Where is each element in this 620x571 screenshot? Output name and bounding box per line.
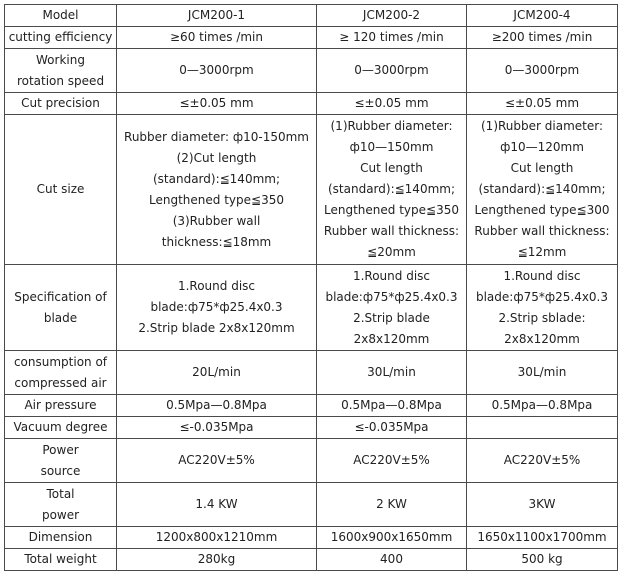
text-line: thickness:≦18mm bbox=[161, 234, 272, 249]
label-line: power bbox=[41, 507, 80, 522]
cell-value: ≤±0.05 mm bbox=[467, 93, 618, 115]
text-line: 1.Round disc bbox=[503, 268, 581, 283]
table-row bbox=[5, 27, 618, 49]
cell-value: 1200x800x1210mm bbox=[117, 527, 317, 549]
row-label-vacuum-degree: Vacuum degree bbox=[5, 417, 117, 439]
text-line: (standard):≦140mm; bbox=[327, 182, 455, 196]
row-label-cutting-efficiency: cutting efficiency bbox=[5, 27, 117, 49]
text-line: ф10—120mm bbox=[500, 140, 584, 154]
row-label-cut-precision: Cut precision bbox=[5, 93, 117, 115]
text-line: (1)Rubber diameter: bbox=[330, 119, 453, 133]
cell-value: 1600x900x1650mm bbox=[317, 527, 467, 549]
text-line: Lengthened type≦350 bbox=[324, 203, 459, 217]
text-line: blade:ф75*ф25.4ⅹ0.3 bbox=[150, 300, 283, 314]
label-line: Specification of bbox=[14, 289, 107, 304]
model-jcm200-4: JCM200-4 bbox=[467, 5, 618, 27]
cell-value bbox=[467, 115, 618, 265]
cell-value: 280kg bbox=[117, 549, 317, 571]
cell-value: 20L/min bbox=[117, 351, 317, 395]
text-line: ≦20mm bbox=[367, 245, 416, 259]
cell-value: AC220V±5% bbox=[317, 439, 467, 483]
text-line: (1)Rubber diameter: bbox=[481, 119, 603, 133]
label-line: consumption of bbox=[13, 354, 108, 369]
cell-value bbox=[317, 265, 467, 351]
label-line: Total bbox=[46, 486, 75, 501]
cell-value: 0—3000rpm bbox=[467, 49, 618, 93]
cell-value: AC220V±5% bbox=[467, 439, 618, 483]
label-line: Power bbox=[42, 442, 79, 457]
cell-value: ≥60 times /min bbox=[117, 27, 317, 49]
text-line: Lengthened type≦350 bbox=[149, 192, 284, 207]
row-label-total-power bbox=[5, 483, 117, 527]
text-line: 2.Strip blade 2x8x120mm bbox=[138, 321, 295, 335]
cell-value: ≤-0.035Mpa bbox=[117, 417, 317, 439]
cell-value: 0.5Mpa—0.8Mpa bbox=[317, 395, 467, 417]
spec-table bbox=[4, 4, 618, 571]
cell-value: 0.5Mpa—0.8Mpa bbox=[117, 395, 317, 417]
text-line: 2x8x120mm bbox=[353, 331, 430, 346]
label-line: source bbox=[40, 463, 81, 478]
cell-value: ≤±0.05 mm bbox=[317, 93, 467, 115]
row-label-dimension: Dimension bbox=[5, 527, 117, 549]
row-label-compressed-air bbox=[5, 351, 117, 395]
table-row bbox=[5, 439, 618, 483]
cell-value: ≥200 times /min bbox=[467, 27, 618, 49]
cell-value bbox=[117, 115, 317, 265]
cell-value bbox=[317, 115, 467, 265]
cell-value bbox=[467, 265, 618, 351]
cell-value: 1650x1100x1700mm bbox=[467, 527, 618, 549]
cell-value bbox=[467, 417, 618, 439]
label-line: compressed air bbox=[14, 375, 107, 390]
cell-value: 2 KW bbox=[317, 483, 467, 527]
text-line: (3)Rubber wall bbox=[172, 213, 261, 228]
model-jcm200-1: JCM200-1 bbox=[117, 5, 317, 27]
model-jcm200-2: JCM200-2 bbox=[317, 5, 467, 27]
table-row bbox=[5, 265, 618, 351]
header-row bbox=[5, 5, 618, 27]
row-label-air-pressure: Air pressure bbox=[5, 395, 117, 417]
text-line: (2)Cut length bbox=[176, 150, 257, 165]
label-line: Working bbox=[36, 52, 85, 67]
label-line: rotation speed bbox=[16, 73, 105, 88]
table-row bbox=[5, 483, 618, 527]
cell-value: 3KW bbox=[467, 483, 618, 527]
cell-value: 1.4 KW bbox=[117, 483, 317, 527]
table-row bbox=[5, 351, 618, 395]
text-line: blade:ф75*ф25.4ⅹ0.3 bbox=[475, 289, 609, 304]
cell-value: ≤-0.035Mpa bbox=[317, 417, 467, 439]
text-line: 1.Round disc bbox=[352, 268, 431, 283]
cell-value: 400 bbox=[317, 549, 467, 571]
model-label: Model bbox=[5, 5, 117, 27]
cell-value: 30L/min bbox=[467, 351, 618, 395]
table-row bbox=[5, 49, 618, 93]
cell-value: ≤±0.05 mm bbox=[117, 93, 317, 115]
text-line: 2.Strip blade bbox=[353, 310, 430, 325]
row-label-cut-size: Cut size bbox=[5, 115, 117, 265]
text-line: (standard):≦140mm; bbox=[478, 182, 606, 196]
cell-value bbox=[117, 265, 317, 351]
text-line: ф10—150mm bbox=[349, 140, 434, 154]
table-row bbox=[5, 527, 618, 549]
text-line: Rubber wall thickness: bbox=[474, 224, 610, 238]
text-line: Cut length bbox=[510, 161, 574, 175]
row-label-rotation-speed bbox=[5, 49, 117, 93]
table-row bbox=[5, 115, 618, 265]
text-line: blade:ф75*ф25.4ⅹ0.3 bbox=[325, 289, 458, 304]
table-row bbox=[5, 93, 618, 115]
row-label-total-weight: Total weight bbox=[5, 549, 117, 571]
text-line: (standard):≦140mm; bbox=[152, 171, 280, 186]
text-line: Lengthened type≦300 bbox=[474, 203, 610, 217]
cell-value: 30L/min bbox=[317, 351, 467, 395]
cell-value: ≥ 120 times /min bbox=[317, 27, 467, 49]
table-row bbox=[5, 417, 618, 439]
table-row bbox=[5, 549, 618, 571]
text-line: ≦12mm bbox=[517, 245, 567, 259]
cell-value: 500 kg bbox=[467, 549, 618, 571]
table-row bbox=[5, 395, 618, 417]
text-line: 2.Strip sblade: bbox=[498, 310, 586, 325]
row-label-power-source bbox=[5, 439, 117, 483]
text-line: 2x8x120mm bbox=[504, 331, 580, 346]
label-line: blade bbox=[43, 310, 78, 325]
cell-value: 0.5Mpa—0.8Mpa bbox=[467, 395, 618, 417]
cell-value: 0—3000rpm bbox=[117, 49, 317, 93]
text-line: Rubber diameter: ф10-150mm bbox=[124, 129, 309, 144]
cell-value: AC220V±5% bbox=[117, 439, 317, 483]
cell-value: 0—3000rpm bbox=[317, 49, 467, 93]
text-line: 1.Round disc bbox=[177, 279, 256, 293]
text-line: Rubber wall thickness: bbox=[323, 224, 460, 238]
row-label-blade bbox=[5, 265, 117, 351]
text-line: Cut length bbox=[360, 161, 423, 175]
